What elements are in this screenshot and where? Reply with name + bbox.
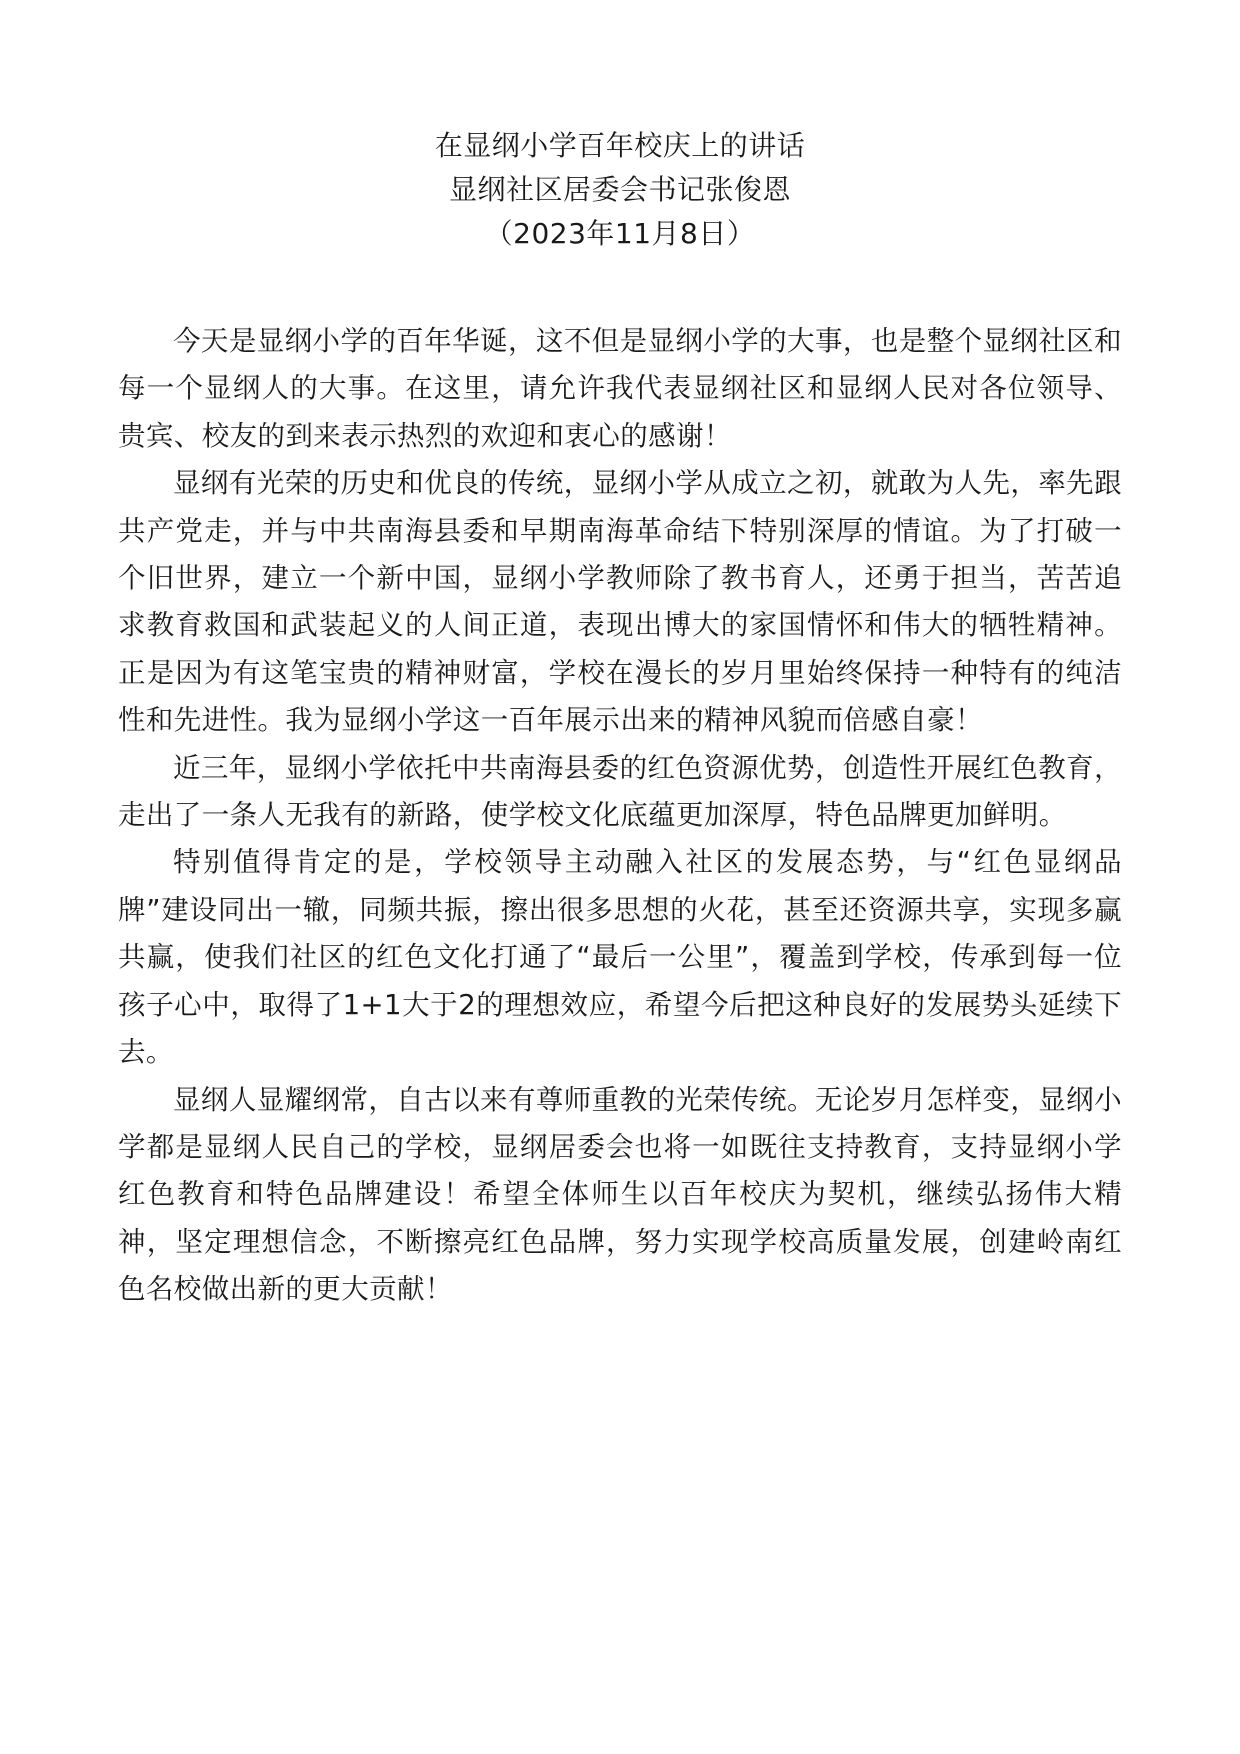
paragraph-1: 今天是显纲小学的百年华诞，这不但是显纲小学的大事，也是整个显纲社区和每一个显纲人的大事。在这里，请允许我代表显纲社区和显纲人民对各位领导、贵宾、校友的到来表示热烈的欢迎和衷心的感谢！ (118, 325, 1122, 452)
speech-date: （2023年11月8日） (484, 217, 756, 250)
speaker-line: 显纲社区居委会书记张俊恩 (448, 173, 791, 206)
speech-title: 在显纲小学百年校庆上的讲话 (434, 129, 806, 162)
paragraph-5: 显纲人显耀纲常，自古以来有尊师重教的光荣传统。无论岁月怎样变，显纲小学都是显纲人民自己的学校，显纲居委会也将一如既往支持教育，支持显纲小学红色教育和特色品牌建设！希望全体师生以百年校庆为契机，继续弘扬伟大精神，坚定理想信念，不断擦亮红色品牌，努力实现学校高质量发展，创建岭南红色名校做出新的更大贡献！ (118, 1083, 1122, 1306)
paragraph-4: 特别值得肯定的是，学校领导主动融入社区的发展态势，与“红色显纲品牌”建设同出一辙，同频共振，擦出很多思想的火花，甚至还资源共享，实现多赢共赢，使我们社区的红色文化打通了“最后一公里”，覆盖到学校，传承到每一位孩子心中，取得了1+1大于2的理想效应，希望今后把这种良好的发展势头延续下去。 (118, 846, 1122, 1069)
paragraph-2: 显纲有光荣的历史和优良的传统，显纲小学从成立之初，就敢为人先，率先跟共产党走，并与中共南海县委和早期南海革命结下特别深厚的情谊。为了打破一个旧世界，建立一个新中国，显纲小学教师除了教书育人，还勇于担当，苦苦追求教育救国和武装起义的人间正道，表现出博大的家国情怀和伟大的牺牲精神。正是因为有这笔宝贵的精神财富，学校在漫长的岁月里始终保持一种特有的纯洁性和先进性。我为显纲小学这一百年展示出来的精神风貌而倍感自豪！ (118, 467, 1122, 737)
speech-body (118, 318, 1122, 1314)
paragraph-3: 近三年，显纲小学依托中共南海县委的红色资源优势，创造性开展红色教育，走出了一条人无我有的新路，使学校文化底蕴更加深厚，特色品牌更加鲜明。 (118, 751, 1122, 832)
document-header (0, 124, 1240, 256)
